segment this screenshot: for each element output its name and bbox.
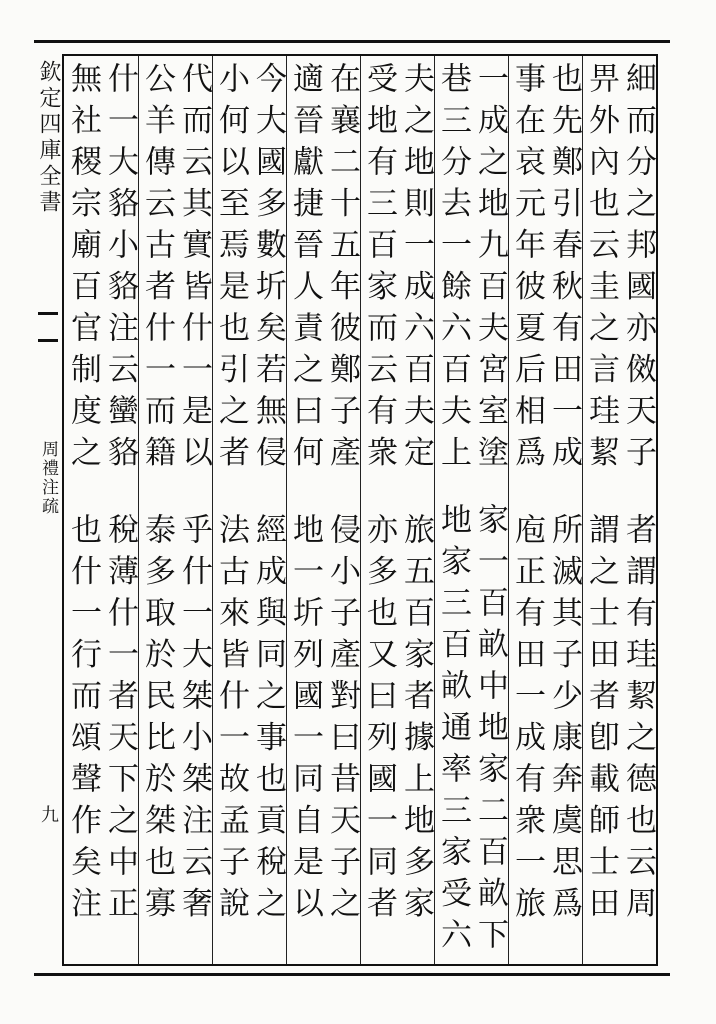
text-line: 所滅其子少康奔虞思爲庖正有田一成有衆一旅 bbox=[509, 513, 582, 928]
text-line: 稅薄什一者天下之中正也什一行而頌聲作矣注 bbox=[65, 513, 138, 928]
text-line: 代而云其實皆什一是以公羊傳云古者什一而籍 bbox=[139, 62, 212, 477]
text-line: 侵小子產對曰昔天子之地一圻列國一同自是以 bbox=[287, 513, 360, 928]
text-line: 也先鄭引春秋有田一成事在哀元年彼夏后相爲 bbox=[509, 62, 582, 477]
text-column bbox=[434, 56, 508, 964]
text-column bbox=[286, 56, 360, 964]
text-line: 一成之地九百夫宮室塗巷三分去一餘六百夫上 bbox=[435, 62, 508, 477]
text-line: 家一百畝中地家二百畝下地家三百畝通率三家受六 bbox=[435, 502, 508, 960]
text-line: 經成與同之事也貢稅之法古來皆什一故孟子說 bbox=[213, 513, 286, 928]
page-margin-column bbox=[36, 60, 60, 960]
text-line: 乎什一大桀小桀注云奢泰多取於民比於桀也寡 bbox=[139, 513, 212, 928]
text-column bbox=[64, 56, 138, 964]
text-column bbox=[508, 56, 582, 964]
text-line: 今大國多數圻矣若無侵小何以至焉是也引之者 bbox=[213, 62, 286, 477]
text-column bbox=[212, 56, 286, 964]
text-line: 在襄二十五年彼鄭子產適晉獻捷晉人責之曰何 bbox=[287, 62, 360, 477]
text-line: 旅五百家者據上地多家亦多也又曰列國一同者 bbox=[361, 513, 434, 928]
text-line: 夫之地則一成六百夫定受地有三百家而云有衆 bbox=[361, 62, 434, 477]
text-column bbox=[138, 56, 212, 964]
text-line: 者謂有珪絜之德也云周謂之士田者卽載師士田 bbox=[583, 513, 656, 928]
text-line: 細而分之邦國亦傚天子畀外內也云圭之言珪絜 bbox=[583, 62, 656, 477]
book-title: 欽定四庫全書 bbox=[36, 60, 61, 216]
text-column bbox=[582, 56, 656, 964]
text-columns bbox=[64, 56, 656, 964]
page-number: 九 bbox=[38, 805, 59, 823]
section-title: 周禮注疏 bbox=[38, 440, 58, 516]
text-column bbox=[360, 56, 434, 964]
text-line: 什一大貉小貉注云蠻貉無社稷宗廟百官制度之 bbox=[65, 62, 138, 477]
fish-tail-mark-icon bbox=[38, 312, 58, 342]
